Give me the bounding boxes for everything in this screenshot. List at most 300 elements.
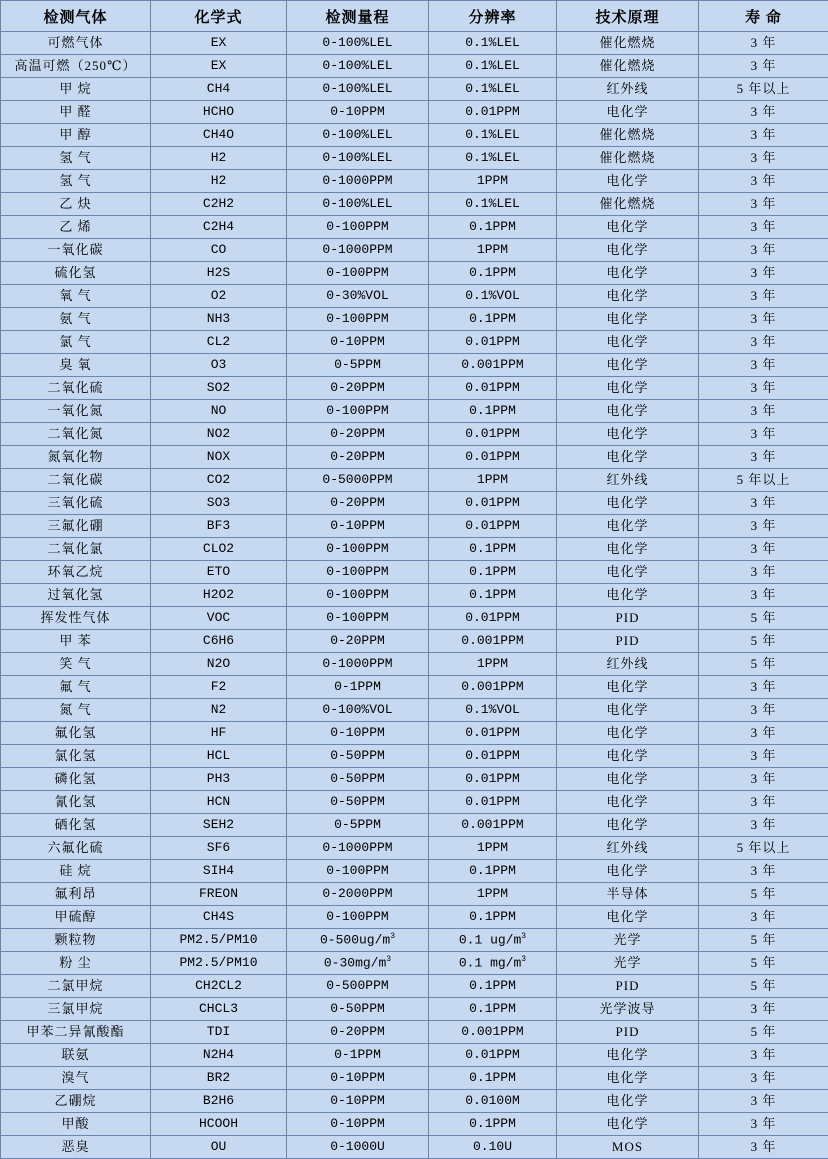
cell-formula: CH4S <box>151 906 287 929</box>
cell-principle: 电化学 <box>557 446 699 469</box>
cell-resolution: 0.001PPM <box>429 676 557 699</box>
column-header-range: 检测量程 <box>287 1 429 32</box>
cell-life: 3 年 <box>699 446 828 469</box>
cell-principle: 催化燃烧 <box>557 193 699 216</box>
cell-life: 3 年 <box>699 998 828 1021</box>
table-row <box>1 584 828 607</box>
cell-gas: 硒化氢 <box>1 814 151 837</box>
cell-resolution: 0.1PPM <box>429 262 557 285</box>
table-row <box>1 837 828 860</box>
cell-resolution: 0.1PPM <box>429 860 557 883</box>
cell-range: 0-20PPM <box>287 1021 429 1044</box>
cell-principle: 电化学 <box>557 331 699 354</box>
cell-formula: F2 <box>151 676 287 699</box>
table-row <box>1 1021 828 1044</box>
cell-life: 3 年 <box>699 400 828 423</box>
cell-principle: 红外线 <box>557 78 699 101</box>
cell-range: $0-500ug/m^3$ <box>287 929 429 952</box>
cell-life: 3 年 <box>699 515 828 538</box>
cell-range: 0-10PPM <box>287 1090 429 1113</box>
table-row <box>1 308 828 331</box>
cell-range: 0-50PPM <box>287 768 429 791</box>
table-row <box>1 193 828 216</box>
table-row <box>1 952 828 975</box>
table-row <box>1 883 828 906</box>
cell-formula: B2H6 <box>151 1090 287 1113</box>
cell-resolution: 1PPM <box>429 239 557 262</box>
cell-gas: 甲酸 <box>1 1113 151 1136</box>
cell-resolution: 0.1 $ug/m^3$ <box>429 929 557 952</box>
cell-gas: 甲 苯 <box>1 630 151 653</box>
cell-range: 0-100PPM <box>287 308 429 331</box>
cell-formula: N2O <box>151 653 287 676</box>
column-header-gas: 检测气体 <box>1 1 151 32</box>
column-header-resolution: 分辨率 <box>429 1 557 32</box>
cell-formula: SO3 <box>151 492 287 515</box>
cell-principle: 电化学 <box>557 216 699 239</box>
cell-gas: 三氯甲烷 <box>1 998 151 1021</box>
cell-resolution: 0.1%LEL <box>429 78 557 101</box>
cell-life: 3 年 <box>699 308 828 331</box>
cell-life: 3 年 <box>699 906 828 929</box>
cell-life: 3 年 <box>699 814 828 837</box>
cell-formula: EX <box>151 32 287 55</box>
cell-resolution: 0.1PPM <box>429 400 557 423</box>
cell-range: 0-10PPM <box>287 101 429 124</box>
table-row <box>1 538 828 561</box>
cell-principle: 电化学 <box>557 170 699 193</box>
cell-life: 3 年 <box>699 1090 828 1113</box>
cell-formula: HCN <box>151 791 287 814</box>
cell-range: 0-2000PPM <box>287 883 429 906</box>
cell-principle: 电化学 <box>557 860 699 883</box>
cell-gas: 氮氧化物 <box>1 446 151 469</box>
cell-formula: H2S <box>151 262 287 285</box>
cell-gas: 氧 气 <box>1 285 151 308</box>
cell-life: 3 年 <box>699 170 828 193</box>
cell-gas: 氟利昂 <box>1 883 151 906</box>
cell-range: 0-1000PPM <box>287 170 429 193</box>
cell-principle: 电化学 <box>557 561 699 584</box>
cell-life: 3 年 <box>699 32 828 55</box>
cell-gas: 氟化氢 <box>1 722 151 745</box>
cell-range: 0-100%LEL <box>287 193 429 216</box>
cell-formula: O2 <box>151 285 287 308</box>
table-row <box>1 676 828 699</box>
table-row <box>1 998 828 1021</box>
cell-formula: NOX <box>151 446 287 469</box>
cell-range: 0-1000U <box>287 1136 429 1159</box>
cell-life: 3 年 <box>699 354 828 377</box>
table-row <box>1 630 828 653</box>
table-row <box>1 55 828 78</box>
cell-gas: 甲硫醇 <box>1 906 151 929</box>
cell-gas: 硅 烷 <box>1 860 151 883</box>
cell-life: 5 年 <box>699 883 828 906</box>
table-row <box>1 975 828 998</box>
table-row <box>1 101 828 124</box>
cell-range: 0-100PPM <box>287 860 429 883</box>
cell-life: 5 年 <box>699 975 828 998</box>
cell-life: 3 年 <box>699 745 828 768</box>
cell-range: 0-500PPM <box>287 975 429 998</box>
cell-resolution: 0.01PPM <box>429 331 557 354</box>
cell-range: 0-100PPM <box>287 906 429 929</box>
cell-resolution: 0.01PPM <box>429 607 557 630</box>
cell-principle: 光学波导 <box>557 998 699 1021</box>
cell-range: 0-20PPM <box>287 377 429 400</box>
cell-gas: 磷化氢 <box>1 768 151 791</box>
cell-range: 0-10PPM <box>287 331 429 354</box>
cell-resolution: 0.01PPM <box>429 515 557 538</box>
cell-formula: CH2CL2 <box>151 975 287 998</box>
cell-principle: 电化学 <box>557 354 699 377</box>
cell-range: 0-100PPM <box>287 607 429 630</box>
cell-gas: 氯 气 <box>1 331 151 354</box>
cell-resolution: 0.1PPM <box>429 584 557 607</box>
table-row <box>1 1067 828 1090</box>
table-row <box>1 1113 828 1136</box>
cell-range: 0-1000PPM <box>287 239 429 262</box>
cell-gas: 挥发性气体 <box>1 607 151 630</box>
cell-gas: 氨 气 <box>1 308 151 331</box>
cell-gas: 甲 醇 <box>1 124 151 147</box>
table-row <box>1 791 828 814</box>
cell-range: 0-100PPM <box>287 262 429 285</box>
cell-principle: MOS <box>557 1136 699 1159</box>
cell-principle: 电化学 <box>557 285 699 308</box>
cell-resolution: 1PPM <box>429 883 557 906</box>
cell-formula: CH4 <box>151 78 287 101</box>
cell-life: 3 年 <box>699 101 828 124</box>
cell-formula: CL2 <box>151 331 287 354</box>
column-header-formula: 化学式 <box>151 1 287 32</box>
cell-formula: HCHO <box>151 101 287 124</box>
cell-principle: 催化燃烧 <box>557 147 699 170</box>
cell-formula: SO2 <box>151 377 287 400</box>
cell-life: 3 年 <box>699 538 828 561</box>
cell-gas: 三氧化硫 <box>1 492 151 515</box>
cell-life: 3 年 <box>699 492 828 515</box>
cell-resolution: 0.1PPM <box>429 906 557 929</box>
cell-life: 3 年 <box>699 216 828 239</box>
table-row <box>1 1090 828 1113</box>
cell-resolution: 1PPM <box>429 653 557 676</box>
cell-principle: 电化学 <box>557 538 699 561</box>
cell-resolution: 0.1PPM <box>429 1067 557 1090</box>
cell-formula: BR2 <box>151 1067 287 1090</box>
cell-formula: CH4O <box>151 124 287 147</box>
cell-principle: PID <box>557 630 699 653</box>
cell-formula: FREON <box>151 883 287 906</box>
cell-life: 3 年 <box>699 1067 828 1090</box>
table-row <box>1 400 828 423</box>
cell-principle: 光学 <box>557 929 699 952</box>
table-row <box>1 446 828 469</box>
cell-life: 3 年 <box>699 1136 828 1159</box>
cell-range: 0-100%LEL <box>287 78 429 101</box>
cell-gas: 一氧化氮 <box>1 400 151 423</box>
column-header-life: 寿 命 <box>699 1 828 32</box>
cell-formula: C6H6 <box>151 630 287 653</box>
cell-gas: 臭 氧 <box>1 354 151 377</box>
cell-principle: 电化学 <box>557 906 699 929</box>
cell-gas: 高温可燃（250℃） <box>1 55 151 78</box>
cell-principle: 催化燃烧 <box>557 55 699 78</box>
cell-life: 3 年 <box>699 193 828 216</box>
cell-resolution: 0.01PPM <box>429 745 557 768</box>
cell-principle: 电化学 <box>557 400 699 423</box>
cell-gas: 乙 炔 <box>1 193 151 216</box>
cell-life: 5 年 <box>699 630 828 653</box>
cell-gas: 三氟化硼 <box>1 515 151 538</box>
table-row <box>1 492 828 515</box>
column-header-principle: 技术原理 <box>557 1 699 32</box>
table-row <box>1 561 828 584</box>
cell-formula: PM2.5/PM10 <box>151 952 287 975</box>
cell-resolution: 0.1%LEL <box>429 147 557 170</box>
cell-gas: 二氧化硫 <box>1 377 151 400</box>
table-row <box>1 331 828 354</box>
cell-principle: 光学 <box>557 952 699 975</box>
cell-formula: HCOOH <box>151 1113 287 1136</box>
cell-range: 0-100%VOL <box>287 699 429 722</box>
cell-range: 0-1PPM <box>287 676 429 699</box>
cell-formula: CLO2 <box>151 538 287 561</box>
cell-range: 0-1PPM <box>287 1044 429 1067</box>
cell-life: 5 年 <box>699 1021 828 1044</box>
table-row <box>1 32 828 55</box>
cell-range: 0-100%LEL <box>287 32 429 55</box>
cell-range: 0-30%VOL <box>287 285 429 308</box>
cell-gas: 联氨 <box>1 1044 151 1067</box>
cell-life: 3 年 <box>699 584 828 607</box>
cell-resolution: 0.1PPM <box>429 538 557 561</box>
cell-principle: 电化学 <box>557 515 699 538</box>
cell-life: 3 年 <box>699 768 828 791</box>
cell-principle: 电化学 <box>557 745 699 768</box>
table-row <box>1 906 828 929</box>
cell-range: 0-100PPM <box>287 400 429 423</box>
cell-principle: 电化学 <box>557 699 699 722</box>
cell-range: 0-100%LEL <box>287 147 429 170</box>
cell-life: 3 年 <box>699 147 828 170</box>
table-row <box>1 216 828 239</box>
table-row <box>1 653 828 676</box>
cell-gas: 恶臭 <box>1 1136 151 1159</box>
cell-gas: 一氧化碳 <box>1 239 151 262</box>
cell-gas: 过氧化氢 <box>1 584 151 607</box>
table-row <box>1 1044 828 1067</box>
cell-life: 3 年 <box>699 1113 828 1136</box>
table-row <box>1 469 828 492</box>
cell-resolution: 1PPM <box>429 170 557 193</box>
cell-resolution: 0.1%VOL <box>429 285 557 308</box>
cell-life: 3 年 <box>699 331 828 354</box>
cell-resolution: 0.1%VOL <box>429 699 557 722</box>
cell-gas: 笑 气 <box>1 653 151 676</box>
cell-resolution: 0.001PPM <box>429 1021 557 1044</box>
cell-principle: PID <box>557 1021 699 1044</box>
table-row <box>1 239 828 262</box>
cell-gas: 六氟化硫 <box>1 837 151 860</box>
cell-range: 0-100PPM <box>287 538 429 561</box>
cell-resolution: 0.1PPM <box>429 561 557 584</box>
cell-resolution: 0.01PPM <box>429 101 557 124</box>
cell-formula: EX <box>151 55 287 78</box>
cell-life: 3 年 <box>699 124 828 147</box>
cell-principle: 电化学 <box>557 1067 699 1090</box>
cell-range: 0-100PPM <box>287 561 429 584</box>
cell-resolution: 0.1%LEL <box>429 124 557 147</box>
table-row <box>1 860 828 883</box>
cell-life: 5 年以上 <box>699 78 828 101</box>
cell-principle: 电化学 <box>557 377 699 400</box>
cell-range: 0-10PPM <box>287 515 429 538</box>
cell-range: 0-20PPM <box>287 492 429 515</box>
cell-life: 3 年 <box>699 676 828 699</box>
cell-life: 3 年 <box>699 791 828 814</box>
cell-gas: 氮 气 <box>1 699 151 722</box>
table-row <box>1 722 828 745</box>
cell-principle: 电化学 <box>557 676 699 699</box>
cell-resolution: 0.1PPM <box>429 216 557 239</box>
cell-life: 3 年 <box>699 285 828 308</box>
cell-resolution: 0.01PPM <box>429 1044 557 1067</box>
cell-gas: 甲 醛 <box>1 101 151 124</box>
cell-formula: NO2 <box>151 423 287 446</box>
cell-resolution: 1PPM <box>429 469 557 492</box>
cell-formula: ETO <box>151 561 287 584</box>
cell-life: 5 年以上 <box>699 837 828 860</box>
cell-life: 3 年 <box>699 262 828 285</box>
cell-formula: SF6 <box>151 837 287 860</box>
cell-range: 0-10PPM <box>287 1067 429 1090</box>
cell-resolution: 0.10U <box>429 1136 557 1159</box>
cell-formula: N2H4 <box>151 1044 287 1067</box>
cell-principle: PID <box>557 607 699 630</box>
table-header-row <box>1 1 828 32</box>
cell-formula: CHCL3 <box>151 998 287 1021</box>
cell-life: 5 年以上 <box>699 469 828 492</box>
cell-range: 0-1000PPM <box>287 653 429 676</box>
cell-formula: C2H2 <box>151 193 287 216</box>
table-row <box>1 262 828 285</box>
cell-formula: CO2 <box>151 469 287 492</box>
table-row <box>1 377 828 400</box>
cell-range: 0-20PPM <box>287 446 429 469</box>
cell-resolution: 0.1PPM <box>429 975 557 998</box>
cell-gas: 甲苯二异氰酸酯 <box>1 1021 151 1044</box>
cell-range: 0-20PPM <box>287 630 429 653</box>
cell-resolution: 0.01PPM <box>429 446 557 469</box>
cell-principle: 红外线 <box>557 837 699 860</box>
cell-resolution: 0.0100M <box>429 1090 557 1113</box>
cell-gas: 甲 烷 <box>1 78 151 101</box>
cell-resolution: 0.01PPM <box>429 423 557 446</box>
cell-principle: 电化学 <box>557 722 699 745</box>
cell-gas: 二氧化氮 <box>1 423 151 446</box>
cell-principle: 电化学 <box>557 768 699 791</box>
table-row <box>1 814 828 837</box>
cell-resolution: 0.01PPM <box>429 768 557 791</box>
cell-formula: PM2.5/PM10 <box>151 929 287 952</box>
cell-life: 3 年 <box>699 699 828 722</box>
cell-formula: NH3 <box>151 308 287 331</box>
cell-resolution: 0.001PPM <box>429 354 557 377</box>
cell-gas: 氢 气 <box>1 170 151 193</box>
cell-resolution: 0.01PPM <box>429 722 557 745</box>
cell-formula: BF3 <box>151 515 287 538</box>
table-row <box>1 423 828 446</box>
cell-life: 5 年 <box>699 607 828 630</box>
cell-range: 0-50PPM <box>287 998 429 1021</box>
cell-life: 3 年 <box>699 1044 828 1067</box>
cell-principle: 红外线 <box>557 469 699 492</box>
cell-principle: PID <box>557 975 699 998</box>
table-row <box>1 607 828 630</box>
cell-formula: PH3 <box>151 768 287 791</box>
cell-gas: 二氧化氯 <box>1 538 151 561</box>
cell-gas: 颗粒物 <box>1 929 151 952</box>
table-row <box>1 768 828 791</box>
table-row <box>1 929 828 952</box>
cell-formula: H2 <box>151 147 287 170</box>
table-body <box>1 32 828 1159</box>
cell-resolution: 0.1%LEL <box>429 193 557 216</box>
cell-formula: NO <box>151 400 287 423</box>
cell-gas: 乙硼烷 <box>1 1090 151 1113</box>
cell-formula: N2 <box>151 699 287 722</box>
cell-range: $0-30mg/m^3$ <box>287 952 429 975</box>
cell-principle: 电化学 <box>557 239 699 262</box>
cell-formula: CO <box>151 239 287 262</box>
cell-range: 0-5000PPM <box>287 469 429 492</box>
cell-life: 3 年 <box>699 55 828 78</box>
table-row <box>1 1136 828 1159</box>
cell-gas: 氟 气 <box>1 676 151 699</box>
cell-principle: 电化学 <box>557 262 699 285</box>
cell-range: 0-100PPM <box>287 216 429 239</box>
cell-resolution: 1PPM <box>429 837 557 860</box>
cell-range: 0-100PPM <box>287 584 429 607</box>
cell-principle: 电化学 <box>557 1090 699 1113</box>
cell-range: 0-1000PPM <box>287 837 429 860</box>
cell-gas: 硫化氢 <box>1 262 151 285</box>
table-row <box>1 354 828 377</box>
cell-gas: 二氧化碳 <box>1 469 151 492</box>
cell-formula: C2H4 <box>151 216 287 239</box>
cell-life: 5 年 <box>699 952 828 975</box>
cell-principle: 电化学 <box>557 101 699 124</box>
cell-principle: 半导体 <box>557 883 699 906</box>
cell-life: 3 年 <box>699 561 828 584</box>
cell-resolution: 0.001PPM <box>429 814 557 837</box>
cell-gas: 二氯甲烷 <box>1 975 151 998</box>
table-row <box>1 285 828 308</box>
table-row <box>1 515 828 538</box>
cell-resolution: 0.01PPM <box>429 791 557 814</box>
cell-resolution: 0.1PPM <box>429 998 557 1021</box>
cell-life: 3 年 <box>699 377 828 400</box>
cell-principle: 电化学 <box>557 814 699 837</box>
cell-principle: 催化燃烧 <box>557 32 699 55</box>
cell-formula: TDI <box>151 1021 287 1044</box>
cell-formula: OU <box>151 1136 287 1159</box>
cell-gas: 环氧乙烷 <box>1 561 151 584</box>
cell-range: 0-100%LEL <box>287 124 429 147</box>
cell-principle: 催化燃烧 <box>557 124 699 147</box>
